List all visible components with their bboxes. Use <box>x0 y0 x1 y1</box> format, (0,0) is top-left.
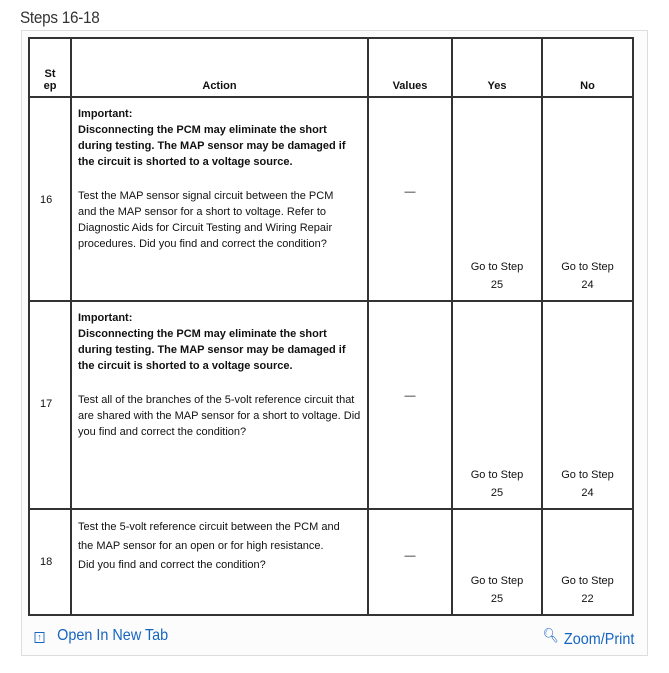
steps-table <box>28 37 634 616</box>
new-tab-icon: ↑ <box>35 632 45 643</box>
table-row <box>29 301 633 509</box>
open-new-tab-label: Open In New Tab <box>57 627 169 644</box>
header-action: Action <box>71 38 368 97</box>
important-note: Disconnecting the PCM may eliminate the short during testing. The MAP sensor may be damaged if the circuit is shorted to a voltage source. <box>78 328 346 372</box>
yes-cell: Go to Step 25 <box>452 509 542 615</box>
document-frame <box>21 30 648 656</box>
page-title: Steps 16-18 <box>20 8 100 27</box>
yes-cell: Go to Step 25 <box>452 97 542 301</box>
action-text: Test the MAP sensor signal circuit between the PCM and the MAP sensor for a short to voltage. Refer to Diagnostic Aids for Circuit Testing and Wiring Repair procedures. Did you find and correct the condition? <box>78 190 334 250</box>
magnifier-icon: 🔍︎ <box>542 627 559 643</box>
no-cell: Go to Step 22 <box>542 509 633 615</box>
values-cell: — <box>368 301 452 509</box>
action-cell <box>71 509 368 615</box>
table-row <box>29 509 633 615</box>
header-yes: Yes <box>452 38 542 97</box>
header-step: St ep <box>29 38 71 97</box>
action-cell <box>71 301 368 509</box>
important-note: Disconnecting the PCM may eliminate the short during testing. The MAP sensor may be damaged if the circuit is shorted to a voltage source. <box>78 124 346 168</box>
important-label: Important: <box>78 312 133 324</box>
no-cell: Go to Step 24 <box>542 301 633 509</box>
important-label: Important: <box>78 108 133 120</box>
action-text: Test all of the branches of the 5-volt reference circuit that are shared with the MAP sensor for a short to voltage. Did you find and correct the condition? <box>78 394 361 438</box>
zoom-print-link[interactable] <box>542 627 638 649</box>
values-cell: — <box>368 509 452 615</box>
step-number: 16 <box>29 97 71 301</box>
yes-cell: Go to Step 25 <box>452 301 542 509</box>
open-in-new-tab-link[interactable] <box>34 627 174 645</box>
zoom-print-label: Zoom/Print <box>563 631 635 648</box>
table-row <box>29 97 633 301</box>
header-no: No <box>542 38 633 97</box>
action-cell <box>71 97 368 301</box>
step-number: 17 <box>29 301 71 509</box>
header-values: Values <box>368 38 452 97</box>
step-number: 18 <box>29 509 71 615</box>
no-cell: Go to Step 24 <box>542 97 633 301</box>
values-cell: — <box>368 97 452 301</box>
header-row <box>29 38 633 97</box>
action-text: Test the 5-volt reference circuit between the PCM and the MAP sensor for an open or for high resistance. Did you find and correct the condition? <box>78 521 340 571</box>
